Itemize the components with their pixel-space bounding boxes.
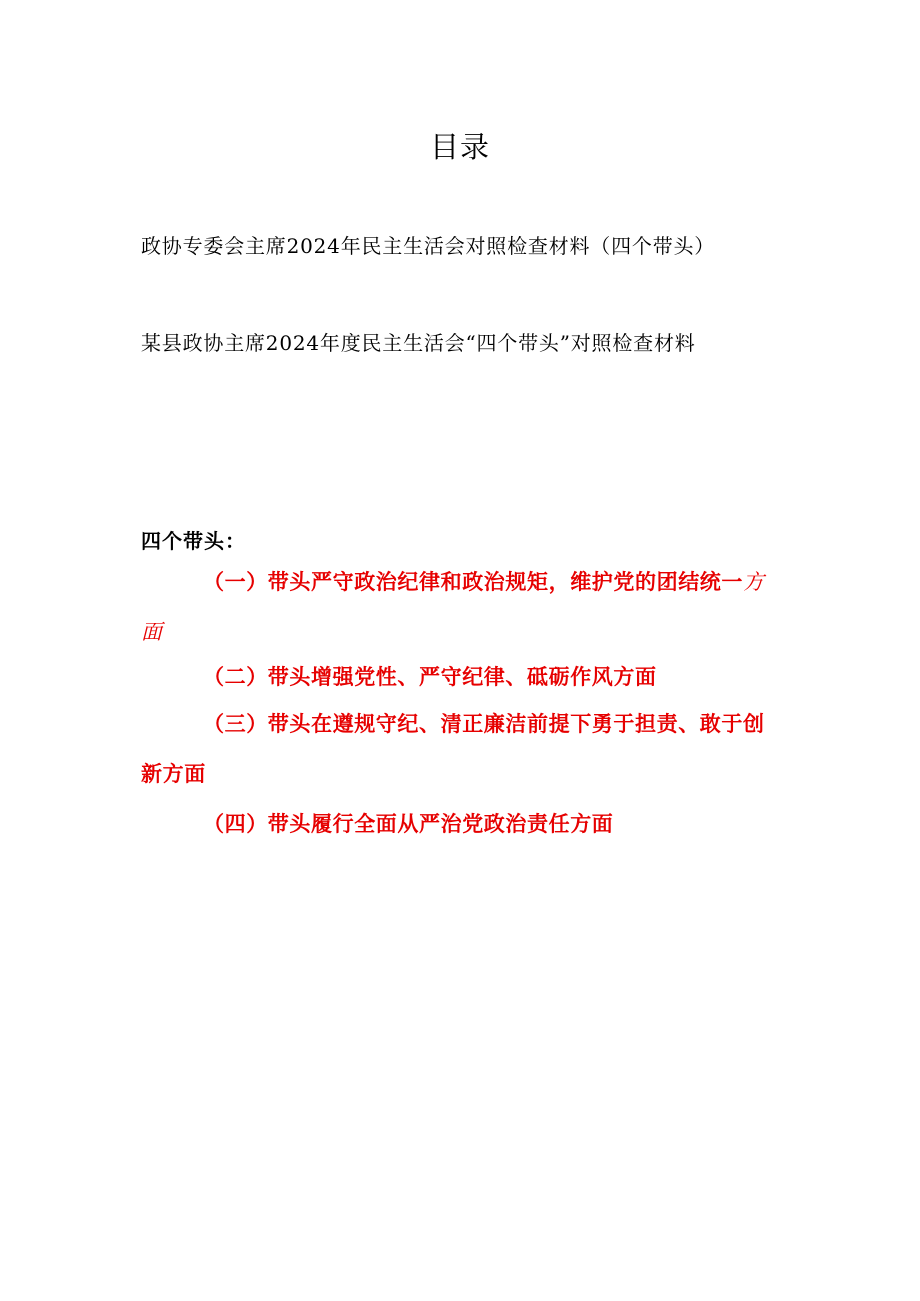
point-1-tail: 方面 [141,570,765,644]
point-3-text: （三）带头在遵规守纪、清正廉洁前提下勇于担责、敢于创新方面 [141,712,765,786]
point-2-text: （二）带头增强党性、严守纪律、砥砺作风方面 [203,665,657,689]
toc-item-1[interactable]: 政协专委会主席2024年民主生活会对照检查材料（四个带头） [141,234,716,258]
point-4-text: （四）带头履行全面从严治党政治责任方面 [203,812,614,836]
section-label: 四个带头： [141,529,246,553]
toc-item-2[interactable]: 某县政协主席2024年度民主生活会“四个带头”对照检查材料 [141,331,696,355]
point-2 [141,652,786,702]
point-4 [141,799,786,849]
point-1 [141,557,786,657]
page-title: 目录 [429,130,490,164]
point-3 [141,699,786,799]
point-1-text: （一）带头严守政治纪律和政治规矩，维护党的团结统一 [203,570,743,594]
